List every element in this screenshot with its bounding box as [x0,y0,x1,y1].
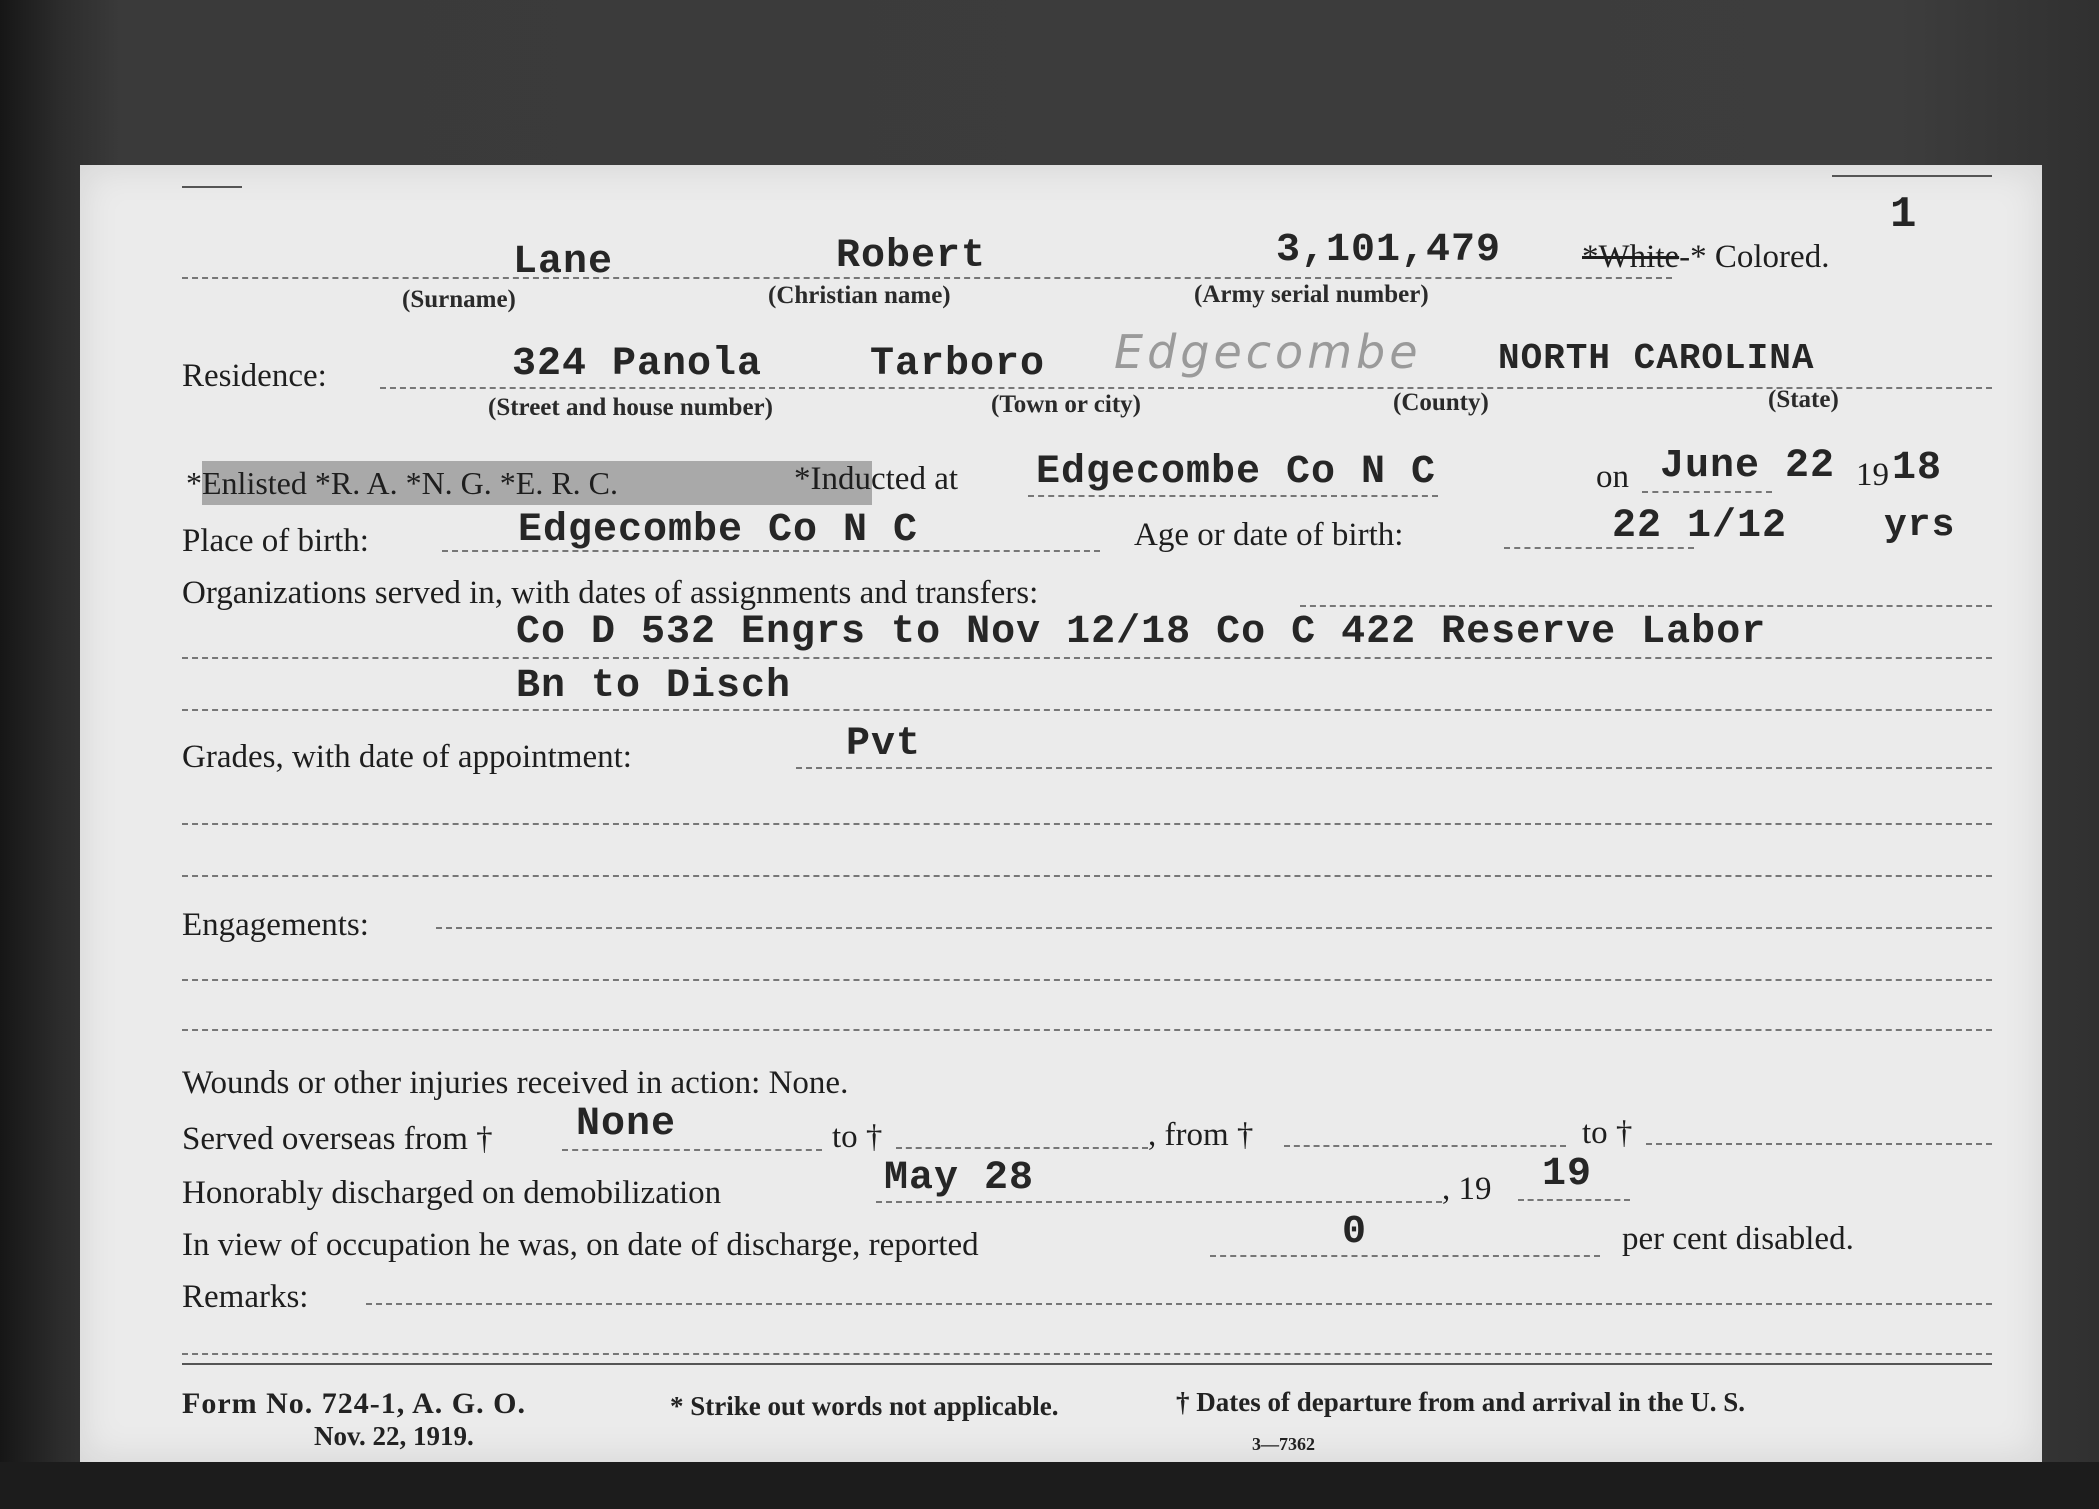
organizations-value-line-1: Co D 532 Engrs to Nov 12/18 Co C 422 Reserve Labor [516,610,1767,655]
discharge-date-value: May 28 [884,1156,1035,1201]
remarks-label: Remarks: [182,1279,309,1315]
birthplace-label: Place of birth: [182,523,369,559]
christian-name-caption: (Christian name) [768,282,951,309]
discharge-year-label: , 19 [1442,1171,1492,1207]
engagements-line-2 [182,979,1992,981]
surname-value: Lane [513,240,614,285]
inducted-line [1028,495,1438,497]
organizations-value-line-2: Bn to Disch [516,664,792,709]
grades-label: Grades, with date of appointment: [182,739,632,775]
state-caption: (State) [1768,386,1839,413]
residence-county-handwritten: Edgecombe [1114,325,1422,379]
disability-value: 0 [1342,1210,1368,1255]
residence-street-value: 324 Panola [512,342,763,387]
birthplace-value: Edgecombe Co N C [518,508,919,553]
residence-line [380,387,1992,389]
inducted-year-value: 18 [1892,446,1943,491]
top-right-rule [1832,175,1992,177]
scan-bottom-edge [0,1462,2099,1509]
engagements-line-1 [436,927,1992,929]
strike-out-note: * Strike out words not applicable. [670,1391,1059,1421]
residence-label: Residence: [182,358,327,394]
serial-number-caption: (Army serial number) [1194,281,1429,308]
print-code: 3—7362 [1252,1434,1315,1454]
residence-town-value: Tarboro [870,342,1046,387]
overseas-from-value: None [576,1102,677,1147]
discharge-date-line [876,1201,1442,1203]
age-label: Age or date of birth: [1134,517,1404,553]
inducted-date-line [1642,491,1772,493]
form-number: Form No. 724-1, A. G. O. [182,1387,526,1420]
white-option: *White [1582,239,1680,275]
overseas-from-label-2: , from † [1148,1117,1254,1153]
overseas-label: Served overseas from † [182,1121,493,1157]
organizations-line-2 [182,709,1992,711]
overseas-to-label-1: to † [832,1119,883,1155]
engagements-line-3 [182,1029,1992,1031]
remarks-line-2 [182,1353,1992,1355]
inducted-place-value: Edgecombe Co N C [1036,450,1437,495]
age-value: 22 1/12 [1612,504,1788,549]
discharge-year-value: 19 [1542,1152,1593,1197]
overseas-to-label-2: to † [1582,1115,1633,1151]
organizations-label: Organizations served in, with dates of assignments and transfers: [182,575,1039,611]
grades-line [796,767,1992,769]
inducted-label: *Inducted at [794,461,959,497]
engagements-label: Engagements: [182,907,369,943]
overseas-to-line-1 [896,1147,1148,1149]
disability-label: In view of occupation he was, on date of discharge, reported [182,1227,979,1263]
age-suffix: yrs [1884,504,1956,547]
race-options [1582,241,1829,274]
wounds-label: Wounds or other injuries received in action: None. [182,1065,849,1101]
inducted-year-prefix: 19 [1856,457,1889,493]
county-caption: (County) [1393,389,1489,416]
organizations-line-0 [1300,605,1992,607]
grades-value: Pvt [846,722,922,767]
departure-dates-note: † Dates of departure from and arrival in the U. S. [1176,1387,1745,1417]
top-left-rule [182,186,242,188]
disability-line [1210,1255,1600,1257]
discharge-year-line [1518,1199,1630,1201]
inducted-on-label: on [1596,459,1629,495]
overseas-to-line-2 [1646,1143,1992,1145]
christian-name-value: Robert [836,234,987,279]
service-record-card [80,165,2042,1462]
street-caption: (Street and house number) [488,394,773,421]
overseas-from-line-2 [1284,1145,1566,1147]
remarks-line-1 [366,1303,1992,1305]
form-date: Nov. 22, 1919. [314,1421,474,1451]
surname-caption: (Surname) [402,286,516,313]
discharge-label: Honorably discharged on demobilization [182,1175,722,1211]
card-number: 1 [1890,190,1918,240]
grades-line-2 [182,823,1992,825]
enlistment-options: *Enlisted *R. A. *N. G. *E. R. C. [186,465,619,501]
serial-number-value: 3,101,479 [1276,228,1502,273]
residence-state-value: NORTH CAROLINA [1498,338,1815,379]
town-caption: (Town or city) [991,391,1141,418]
grades-line-3 [182,875,1992,877]
overseas-from-line [562,1149,822,1151]
organizations-line-1 [182,657,1992,659]
colored-option: -* Colored. [1679,239,1830,275]
inducted-date-value: June 22 [1660,444,1836,489]
disability-suffix: per cent disabled. [1622,1221,1854,1257]
footer-rule [182,1363,1992,1365]
